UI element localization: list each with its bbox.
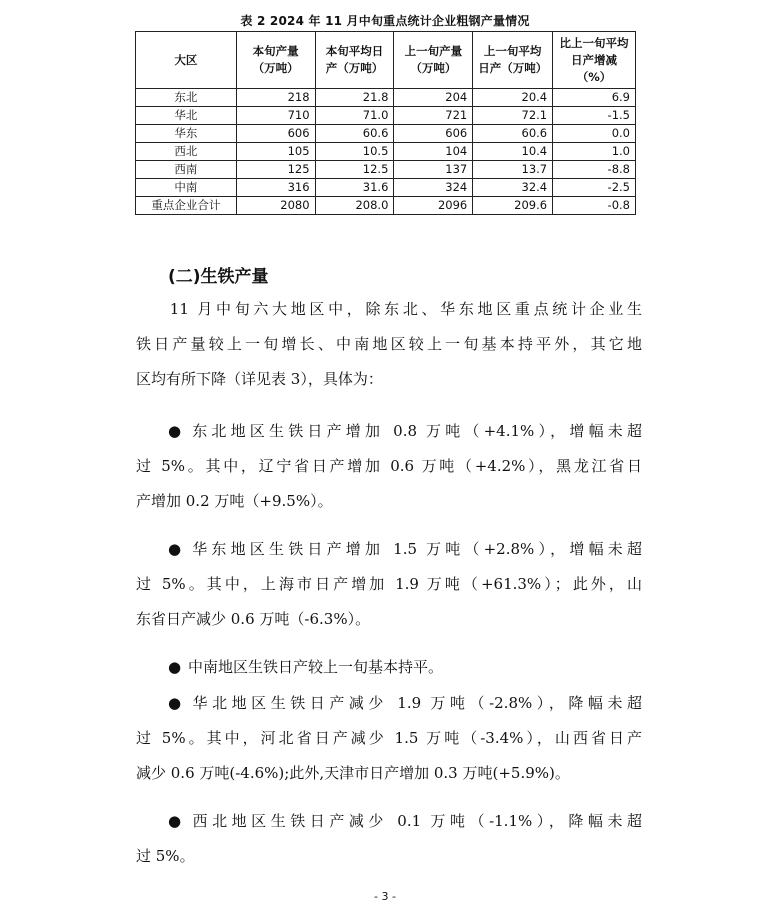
table-caption: 表 2 2024 年 11 月中旬重点统计企业粗钢产量情况	[240, 14, 530, 28]
region-cell: 重点企业合计	[136, 197, 237, 215]
crude-steel-table	[135, 31, 636, 215]
value-cell: -8.8	[553, 161, 636, 179]
bullet-icon: ●	[168, 540, 182, 558]
table-row	[136, 89, 636, 107]
table-header-row	[136, 32, 636, 89]
bullet-text: 西北地区生铁日产减少 0.1 万吨（-1.1%），降幅未超	[188, 812, 642, 830]
bullet-text: 中南地区生铁日产较上一旬基本持平。	[188, 658, 444, 676]
bullet-text: 华北地区生铁日产减少 1.9 万吨（-2.8%），降幅未超	[188, 694, 642, 712]
value-cell: 105	[236, 143, 315, 161]
column-header: 本旬平均日产（万吨）	[315, 32, 394, 89]
value-cell: 1.0	[553, 143, 636, 161]
paragraph-line: 过 5%。其中，河北省日产减少 1.5 万吨（-3.4%），山西省日产	[136, 729, 642, 747]
table-body	[136, 89, 636, 215]
region-cell: 西南	[136, 161, 237, 179]
paragraph-line: 区均有所下降（详见表 3），具体为：	[136, 370, 383, 388]
value-cell: 10.4	[473, 143, 553, 161]
table-row	[136, 107, 636, 125]
value-cell: 60.6	[473, 125, 553, 143]
bullet-item	[136, 532, 642, 637]
value-cell: 208.0	[315, 197, 394, 215]
value-cell: 104	[394, 143, 473, 161]
value-cell: 13.7	[473, 161, 553, 179]
value-cell: 137	[394, 161, 473, 179]
paragraph-line: 东省日产减少 0.6 万吨（-6.3%）。	[136, 610, 371, 628]
paragraph-line	[136, 532, 642, 567]
value-cell: 72.1	[473, 107, 553, 125]
paragraph-line: 过 5%。其中，辽宁省日产增加 0.6 万吨（+4.2%），黑龙江省日	[136, 457, 642, 475]
bullet-item	[136, 686, 642, 791]
value-cell: -1.5	[553, 107, 636, 125]
bullet-item	[136, 650, 642, 685]
value-cell: 204	[394, 89, 473, 107]
value-cell: 209.6	[473, 197, 553, 215]
bullet-icon: ●	[168, 658, 182, 676]
paragraph-line: 减少 0.6 万吨(-4.6%);此外,天津市日产增加 0.3 万吨(+5.9%)。	[136, 764, 570, 782]
value-cell: 2096	[394, 197, 473, 215]
table-row	[136, 197, 636, 215]
bullet-text: 东北地区生铁日产增加 0.8 万吨（+4.1%），增幅未超	[188, 422, 642, 440]
value-cell: 31.6	[315, 179, 394, 197]
value-cell: 32.4	[473, 179, 553, 197]
table-row	[136, 125, 636, 143]
value-cell: 60.6	[315, 125, 394, 143]
paragraph-line	[136, 804, 642, 839]
table-row	[136, 161, 636, 179]
value-cell: 10.5	[315, 143, 394, 161]
value-cell: 324	[394, 179, 473, 197]
value-cell: 0.0	[553, 125, 636, 143]
section-heading: (二)生铁产量	[168, 267, 269, 287]
value-cell: 12.5	[315, 161, 394, 179]
value-cell: 606	[394, 125, 473, 143]
region-cell: 东北	[136, 89, 237, 107]
bullet-item	[136, 804, 642, 874]
value-cell: 71.0	[315, 107, 394, 125]
bullet-icon: ●	[168, 422, 182, 440]
intro-paragraph	[136, 292, 642, 397]
value-cell: 606	[236, 125, 315, 143]
table-row	[136, 179, 636, 197]
value-cell: 21.8	[315, 89, 394, 107]
region-cell: 中南	[136, 179, 237, 197]
column-header: 比上一旬平均日产增减（%）	[553, 32, 636, 89]
bullet-item	[136, 414, 642, 519]
paragraph-line: 过 5%。	[136, 847, 195, 865]
paragraph-line: 铁日产量较上一旬增长、中南地区较上一旬基本持平外，其它地	[136, 335, 642, 353]
paragraph-line: 产增加 0.2 万吨（+9.5%）。	[136, 492, 333, 510]
region-cell: 华北	[136, 107, 237, 125]
paragraph-line	[136, 650, 642, 685]
region-cell: 西北	[136, 143, 237, 161]
paragraph-line: 过 5%。其中，上海市日产增加 1.9 万吨（+61.3%）；此外，山	[136, 575, 642, 593]
bullet-icon: ●	[168, 694, 182, 712]
value-cell: 218	[236, 89, 315, 107]
page-number: - 3 -	[374, 890, 396, 903]
value-cell: -0.8	[553, 197, 636, 215]
bullet-icon: ●	[168, 812, 182, 830]
column-header: 上一旬产量（万吨）	[394, 32, 473, 89]
column-header: 上一旬平均日产（万吨）	[473, 32, 553, 89]
value-cell: 721	[394, 107, 473, 125]
column-header: 大区	[136, 32, 237, 89]
paragraph-line: 11 月中旬六大地区中，除东北、华东地区重点统计企业生	[136, 300, 642, 318]
value-cell: 710	[236, 107, 315, 125]
value-cell: 316	[236, 179, 315, 197]
value-cell: 6.9	[553, 89, 636, 107]
bullet-text: 华东地区生铁日产增加 1.5 万吨（+2.8%），增幅未超	[188, 540, 642, 558]
paragraph-line	[136, 686, 642, 721]
value-cell: 125	[236, 161, 315, 179]
region-cell: 华东	[136, 125, 237, 143]
value-cell: 2080	[236, 197, 315, 215]
column-header: 本旬产量（万吨）	[236, 32, 315, 89]
value-cell: 20.4	[473, 89, 553, 107]
table-row	[136, 143, 636, 161]
value-cell: -2.5	[553, 179, 636, 197]
paragraph-line	[136, 414, 642, 449]
